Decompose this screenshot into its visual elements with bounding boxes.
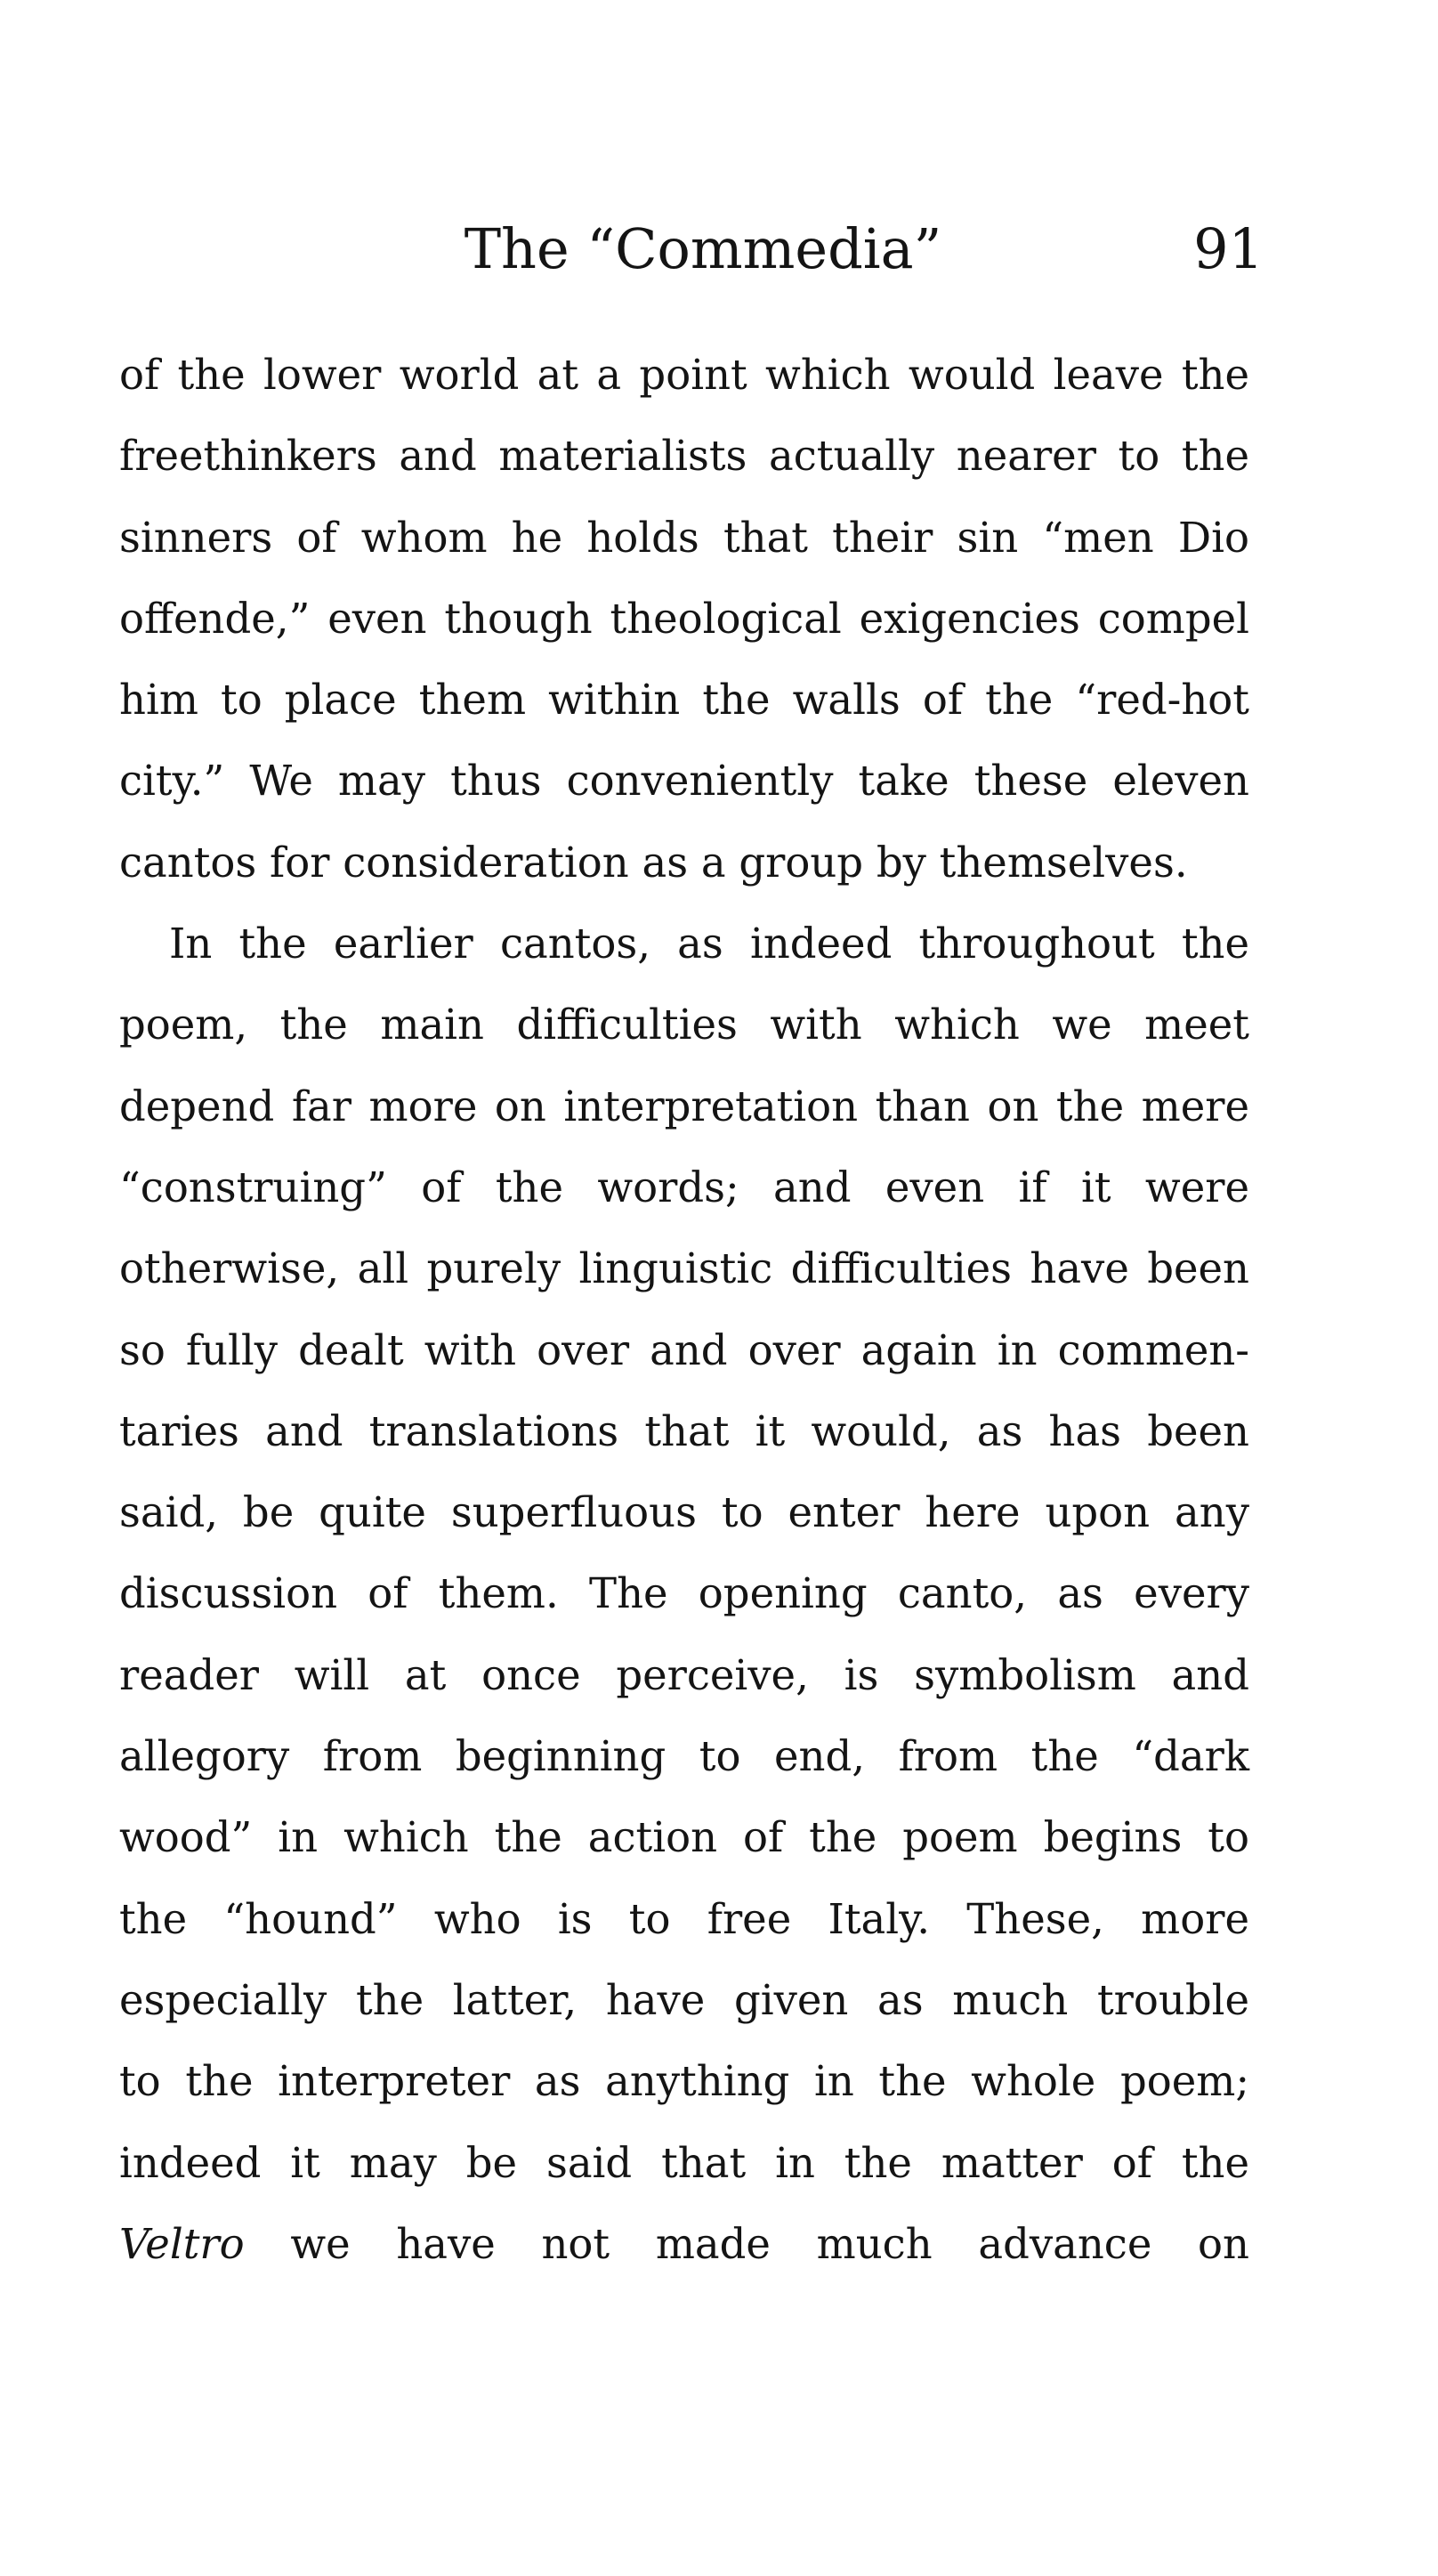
text-line: reader will at once perceive, is symbolism and <box>119 1650 1249 1699</box>
word: advance <box>978 2219 1152 2268</box>
text-line: In the earlier cantos, as indeed throughout the <box>169 919 1249 968</box>
text-line: especially the latter, have given as much trouble <box>119 1975 1249 2024</box>
italic-word: Veltro <box>119 2219 245 2268</box>
text-line: to the interpreter as anything in the whole poem; <box>119 2057 1249 2106</box>
word: much <box>816 2219 933 2268</box>
text-line: allegory from beginning to end, from the “dark <box>119 1732 1249 1781</box>
word: on <box>1198 2219 1249 2268</box>
text-line: indeed it may be said that in the matter of the <box>119 2138 1249 2187</box>
text-line: offende,” even though theological exigencies compel <box>119 594 1249 643</box>
text-line: freethinkers and materialists actually nearer to the <box>119 432 1249 481</box>
paragraph-1 <box>119 335 1249 903</box>
text-line: wood” in which the action of the poem begins to <box>119 1813 1249 1862</box>
text-line: city.” We may thus conveniently take these eleven <box>119 757 1249 806</box>
text-line: so fully dealt with over and over again in commen- <box>119 1325 1249 1374</box>
text-line: poem, the main difficulties with which we meet <box>119 1000 1249 1049</box>
text-line-final <box>119 2204 1249 2285</box>
word: have <box>396 2219 496 2268</box>
word: made <box>655 2219 771 2268</box>
text-line: otherwise, all purely linguistic difficulties have been <box>119 1244 1249 1293</box>
text-line: taries and translations that it would, as has been <box>119 1406 1249 1455</box>
text-line: sinners of whom he holds that their sin “men Dio <box>119 513 1249 562</box>
word: we <box>290 2219 351 2268</box>
text-line: cantos for consideration as a group by themselves. <box>119 838 1188 887</box>
text-line: of the lower world at a point which would leave the <box>119 351 1249 399</box>
page-number: 91 <box>1193 216 1264 281</box>
paragraph-2 <box>119 903 1249 2285</box>
text-line: depend far more on interpretation than on the mere <box>119 1081 1249 1130</box>
text-line: him to place them within the walls of the “red-hot <box>119 676 1249 725</box>
running-title: The “Commedia” <box>464 216 942 281</box>
text-line: said, be quite superfluous to enter here upon any <box>119 1488 1249 1537</box>
text-line: the “hound” who is to free Italy. These, more <box>119 1894 1249 1943</box>
word: not <box>541 2219 610 2268</box>
text-line: discussion of them. The opening canto, as every <box>119 1569 1249 1618</box>
body-text <box>119 335 1249 2285</box>
text-line: “construing” of the words; and even if it were <box>119 1162 1249 1211</box>
